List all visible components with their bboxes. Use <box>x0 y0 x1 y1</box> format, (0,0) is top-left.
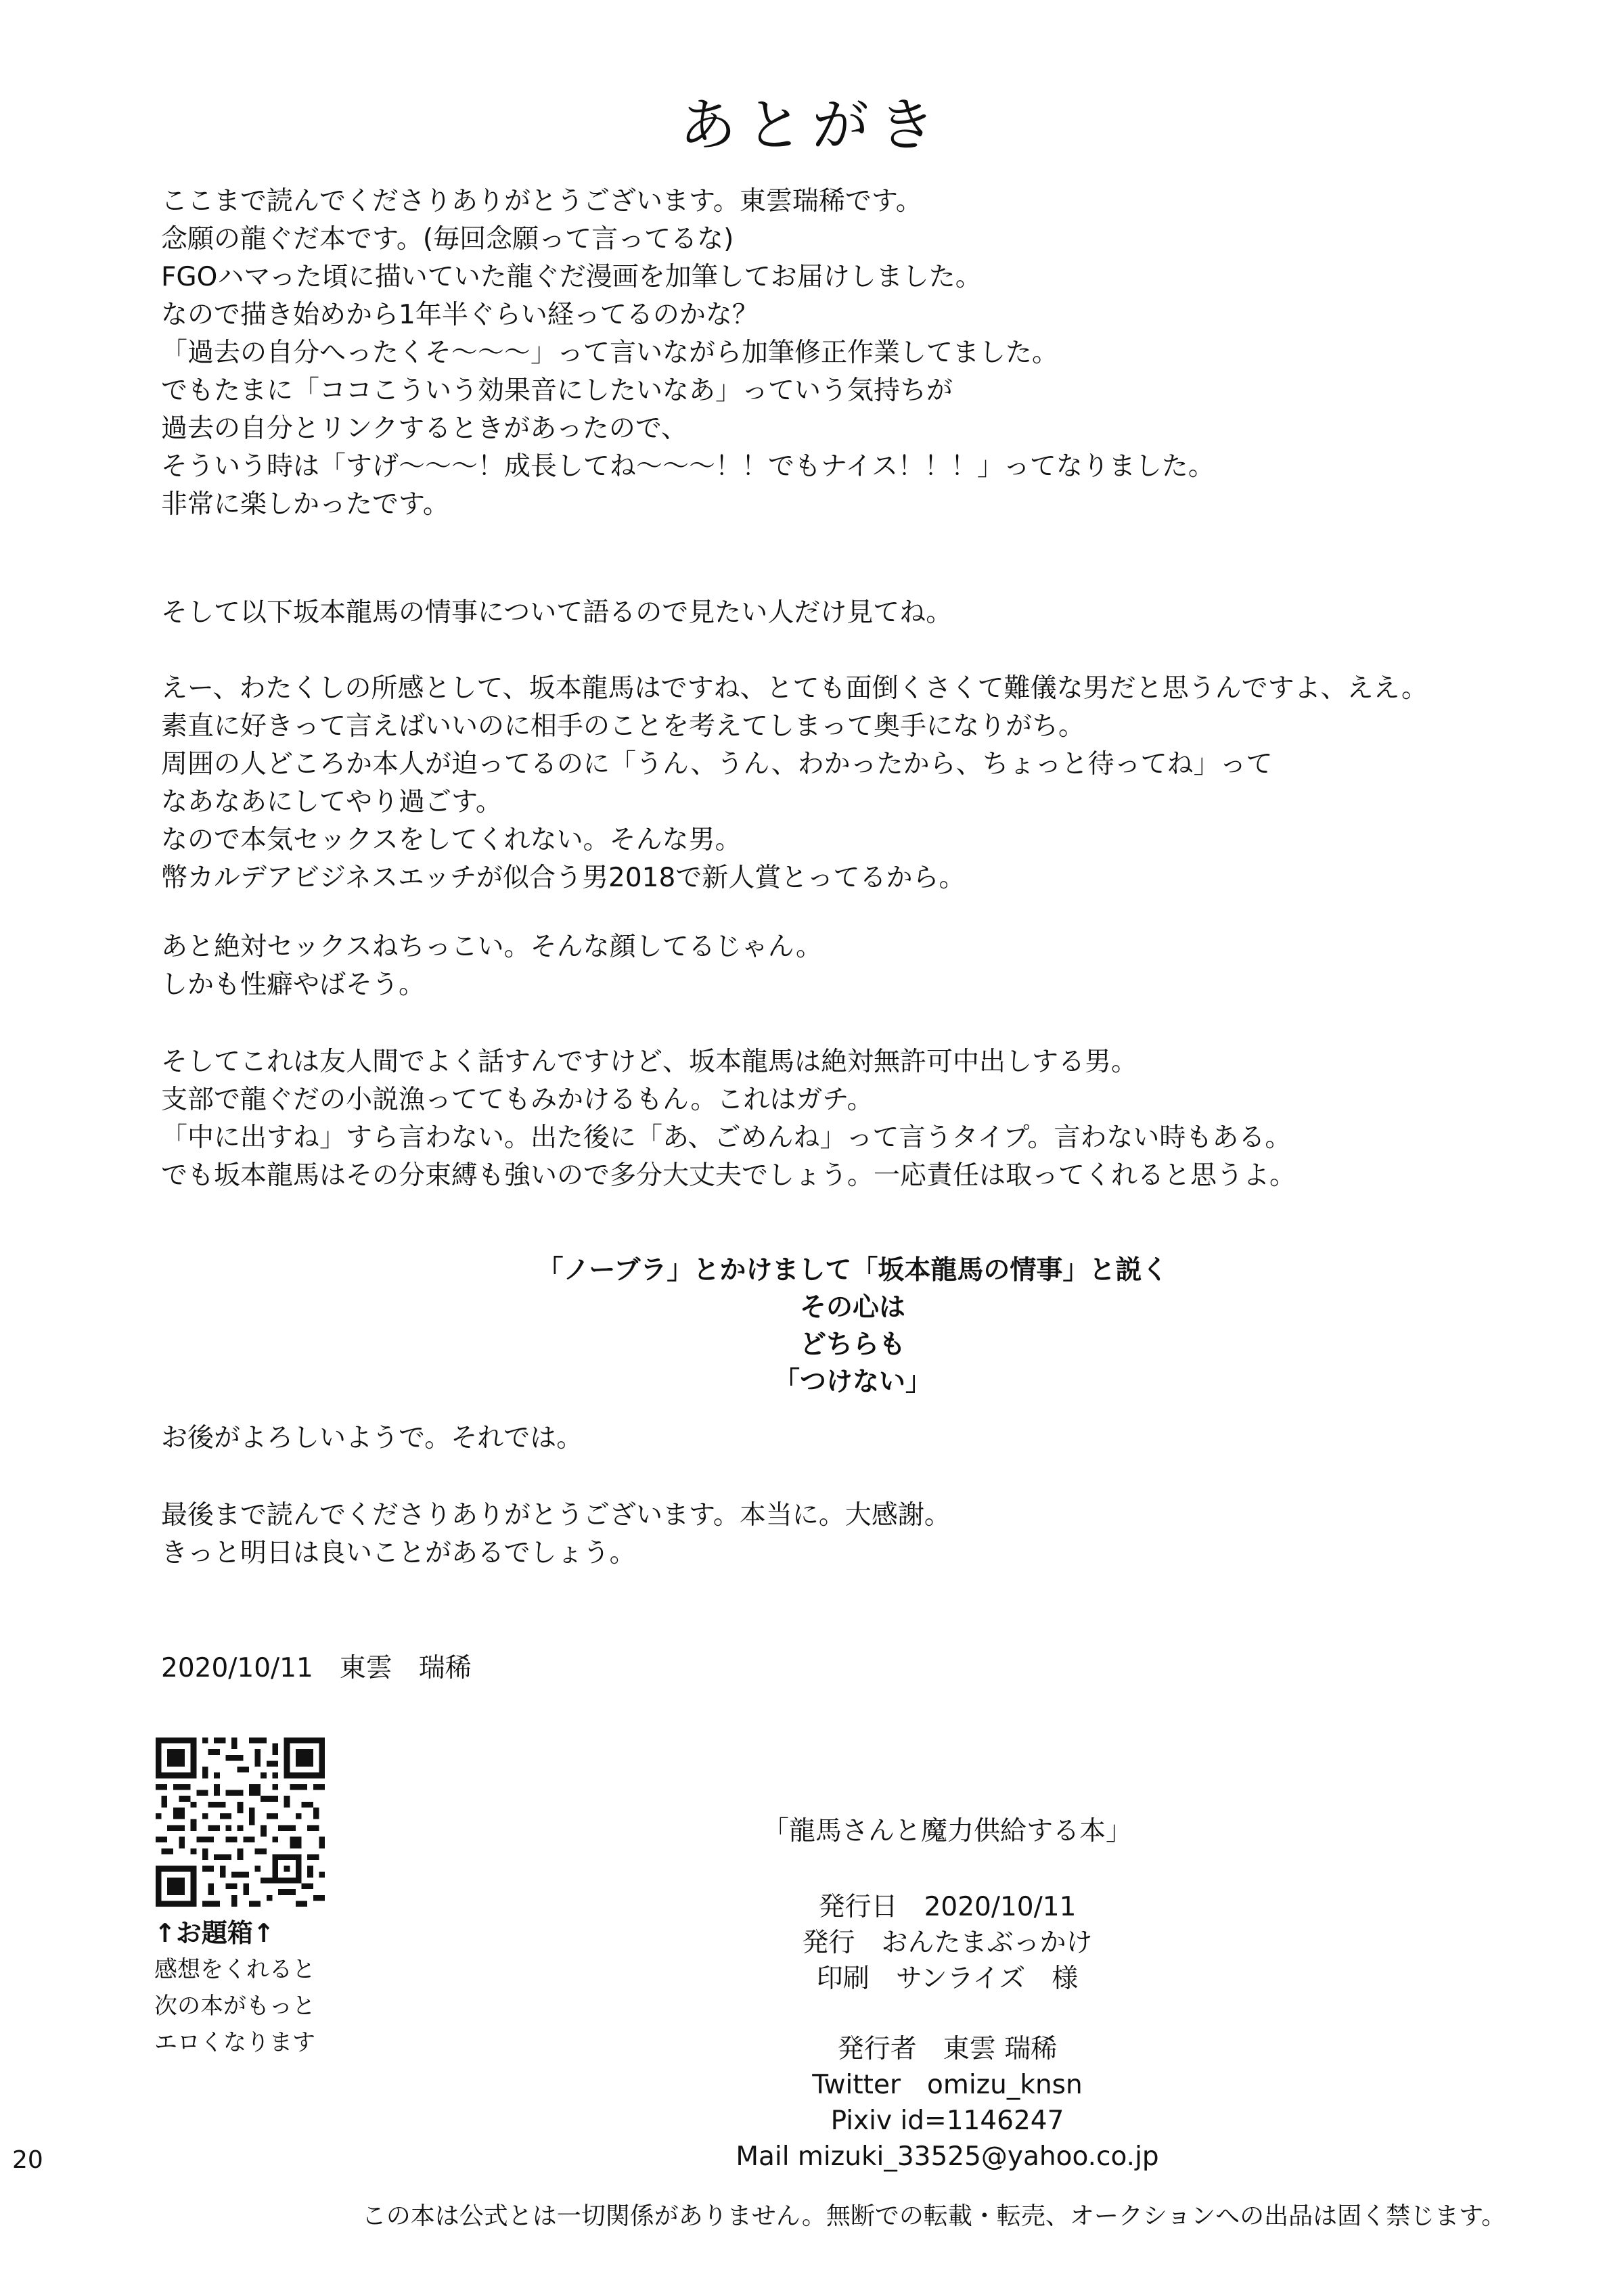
text-line: でも坂本龍馬はその分束縛も強いので多分大丈夫でしょう。一応責任は取ってくれると思うよ。 <box>161 1160 1296 1191</box>
text-line: FGOハマった頃に描いていた龍ぐだ漫画を加筆してお届けしました。 <box>161 262 982 292</box>
publisher: 発行 おんたまぶっかけ <box>802 1928 1093 1958</box>
publish-date: 発行日 2020/10/11 <box>818 1892 1077 1922</box>
riddle-block <box>406 1252 1299 1401</box>
text-line: そしてこれは友人間でよく話すんですけど、坂本龍馬は絶対無許可中出しする男。 <box>161 1047 1138 1077</box>
paragraph-closing <box>161 1420 1541 1457</box>
text-line: あと絶対セックスねちっこい。そんな顔してるじゃん。 <box>161 932 822 962</box>
text-line: なあなあにしてやり過ごす。 <box>161 787 502 817</box>
text-line: なので本気セックスをしてくれない。そんな男。 <box>161 825 742 855</box>
text-line: 最後まで読んでくださりありがとうございます。本当に。大感謝。 <box>161 1500 951 1530</box>
text-line: きっと明日は良いことがあるでしょう。 <box>161 1538 636 1568</box>
text-line: 周囲の人どころか本人が迫ってるのに「うん、うん、わかったから、ちょっと待ってね」って <box>161 749 1273 779</box>
qr-caption-line: エロくなります <box>154 2029 315 2056</box>
text-line: 「中に出すね」すら言わない。出た後に「あ、ごめんね」って言うタイプ。言わない時もある。 <box>161 1122 1292 1153</box>
text-line: 非常に楽しかったです。 <box>161 489 449 520</box>
text-line: 念願の龍ぐだ本です。(毎回念願って言ってるな) <box>161 224 734 254</box>
riddle-line: その心は <box>799 1292 905 1323</box>
signature-date: 2020/10/11 東雲 瑞稀 <box>161 1653 472 1683</box>
paragraph-transition <box>161 594 1541 632</box>
colophon-contact <box>609 2031 1286 2175</box>
qr-caption <box>154 1915 357 2061</box>
disclaimer: この本は公式とは一切関係がありません。無断での転載・転売、オークションへの出品は固く禁じます。 <box>361 2202 1506 2230</box>
text-line: そして以下坂本龍馬の情事について語るので見たい人だけ見てね。 <box>161 597 953 628</box>
text-line: 幣カルデアビジネスエッチが似合う男2018で新人賞とってるから。 <box>161 863 966 893</box>
paragraph-friends <box>161 1043 1541 1195</box>
printer: 印刷 サンライズ 様 <box>816 1963 1079 1994</box>
text-line: そういう時は「すげ〜〜〜！成長してね〜〜〜！！でもナイス！！！」ってなりました。 <box>161 451 1215 482</box>
colophon-publication <box>609 1889 1286 1997</box>
text-line: 素直に好きって言えばいいのに相手のことを考えてしまって奥手になりがち。 <box>161 711 1085 742</box>
text-line: お後がよろしいようで。それでは。 <box>161 1423 583 1453</box>
riddle-line: 「ノーブラ」とかけまして「坂本龍馬の情事」と説く <box>537 1255 1169 1286</box>
text-line: 支部で龍ぐだの小説漁っててもみかけるもん。これはガチ。 <box>161 1085 874 1115</box>
text-line: なので描き始めから1年半ぐらい経ってるのかな？ <box>161 300 759 330</box>
page-number: 20 <box>12 2146 43 2174</box>
qr-caption-line: 感想をくれると <box>154 1956 315 1983</box>
twitter-handle: Twitter omizu_knsn <box>812 2070 1083 2100</box>
qr-caption-line: 次の本がもっと <box>154 1993 315 2020</box>
paragraph-aside <box>161 928 1541 1004</box>
paragraph-impressions <box>161 670 1541 897</box>
text-line: えー、わたくしの所感として、坂本龍馬はですね、とても面倒くさくて難儀な男だと思うんですよ、ええ。 <box>161 673 1428 704</box>
text-line: でもたまに「ココこういう効果音にしたいなあ」っていう気持ちが <box>161 376 953 406</box>
colophon-book-title: 「龍馬さんと魔力供給する本」 <box>762 1816 1132 1846</box>
paragraph-intro <box>161 183 1541 524</box>
pixiv-id: Pixiv id=1146247 <box>830 2106 1064 2136</box>
text-line: 過去の自分とリンクするときがあったので、 <box>161 413 688 444</box>
qr-code-icon[interactable] <box>156 1738 325 1907</box>
paragraph-thanks <box>161 1497 1541 1572</box>
issuer: 発行者 東雲 瑞稀 <box>837 2034 1058 2064</box>
riddle-line: 「つけない」 <box>773 1367 932 1397</box>
riddle-line: どちらも <box>799 1330 905 1360</box>
qr-caption-title: ↑お題箱↑ <box>154 1918 275 1948</box>
text-line: しかも性癖やばそう。 <box>161 970 426 1000</box>
afterword-title: あとがき <box>679 92 945 158</box>
text-line: ここまで読んでくださりありがとうございます。東雲瑞稀です。 <box>161 186 922 217</box>
mail-address: Mail mizuki_33525@yahoo.co.jp <box>736 2141 1159 2172</box>
text-line: 「過去の自分へったくそ〜〜〜」って言いながら加筆修正作業してました。 <box>161 338 1059 368</box>
